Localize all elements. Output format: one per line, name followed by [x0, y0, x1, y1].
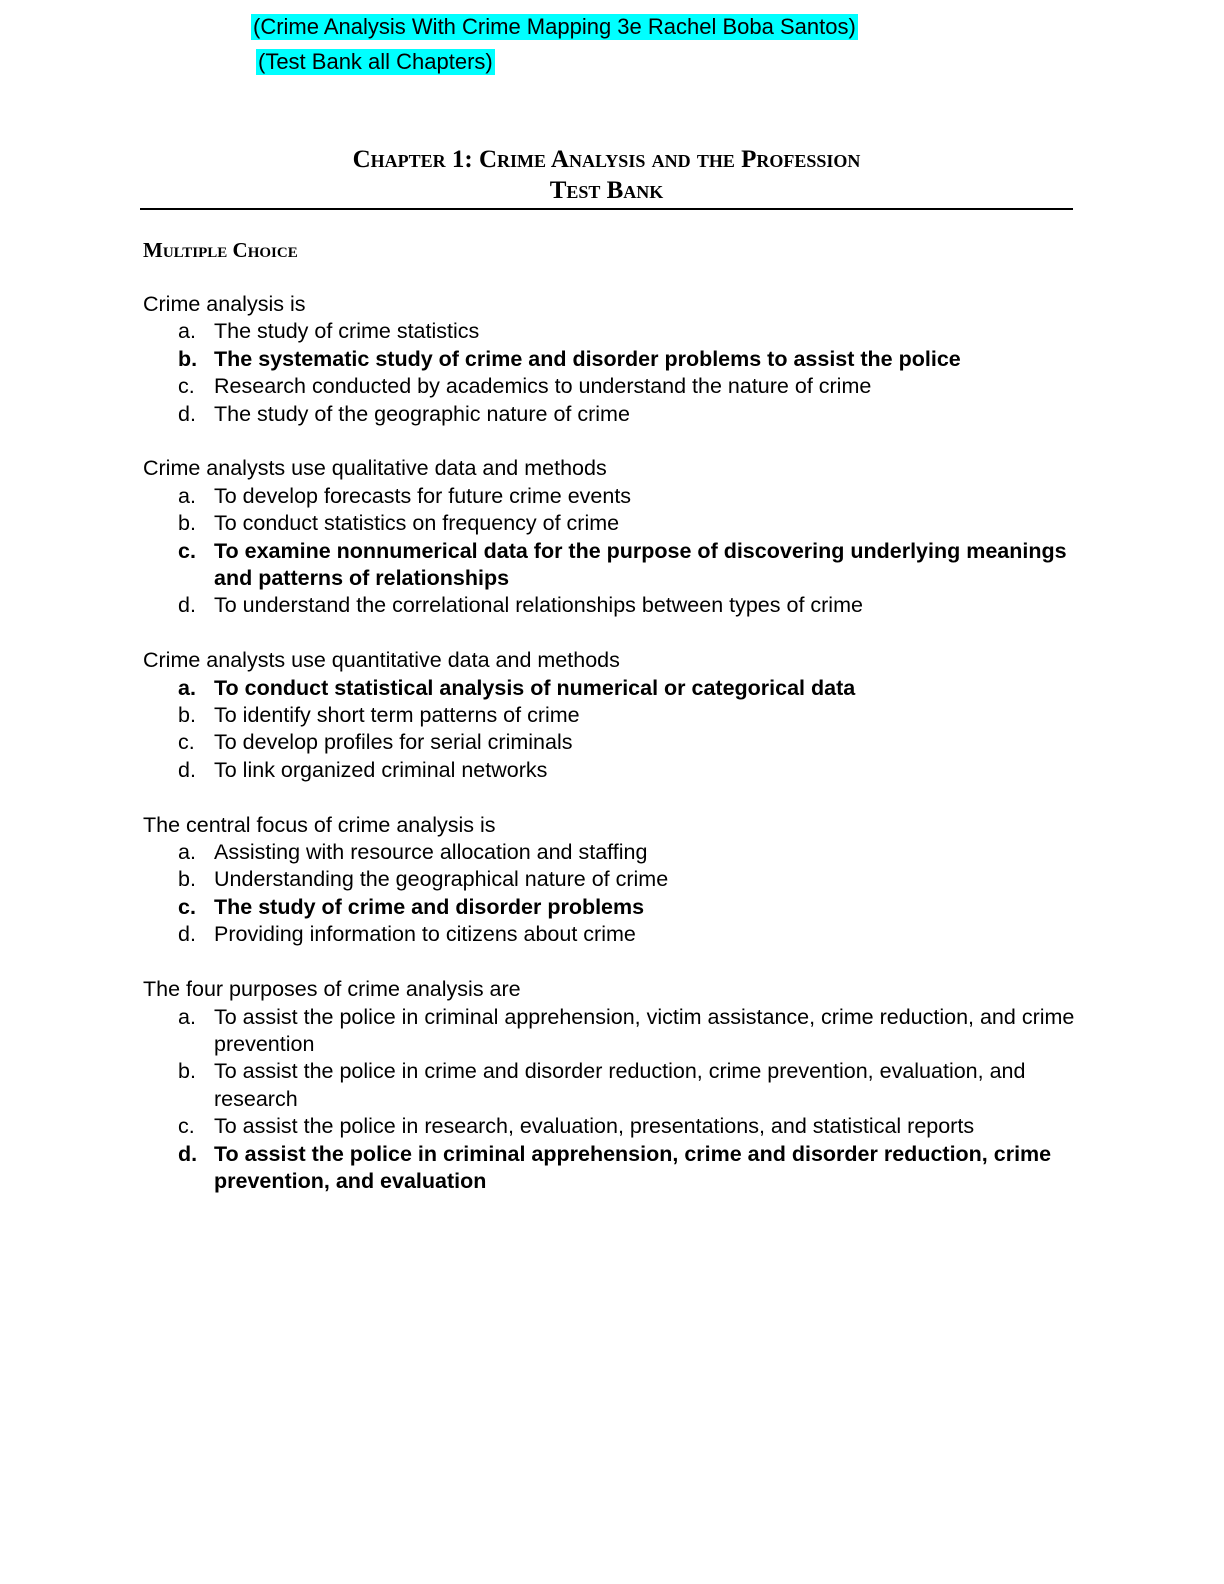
option-letter: b.: [178, 511, 196, 536]
option-letter: d.: [178, 757, 196, 782]
option-letter: b.: [178, 1059, 196, 1084]
option-item: [143, 592, 1083, 619]
option-letter: d.: [178, 1141, 198, 1166]
option-text: To link organized criminal networks: [214, 757, 548, 782]
option-text: The study of the geographic nature of crime: [214, 401, 630, 426]
question: [143, 812, 1083, 949]
title-divider: [140, 208, 1073, 210]
option-letter: c.: [178, 374, 195, 399]
option-text: To assist the police in criminal apprehension, victim assistance, crime reduction, and crime prevention: [214, 1004, 1075, 1056]
option-list: [143, 1004, 1083, 1196]
question: [143, 647, 1083, 784]
option-text: Research conducted by academics to understand the nature of crime: [214, 374, 872, 399]
header-highlight-line-1: (Crime Analysis With Crime Mapping 3e Rachel Boba Santos): [253, 14, 856, 39]
option-text: To conduct statistics on frequency of crime: [214, 511, 620, 536]
option-text: Providing information to citizens about crime: [214, 922, 636, 947]
option-item: [143, 675, 1083, 702]
question-stem: Crime analysts use qualitative data and methods: [143, 456, 607, 481]
option-text: Understanding the geographical nature of crime: [214, 867, 669, 892]
option-text: The study of crime and disorder problems: [214, 894, 645, 919]
option-item: [143, 894, 1083, 921]
option-item: [143, 318, 1083, 345]
option-list: [143, 318, 1083, 428]
option-letter: a.: [178, 675, 196, 700]
header-highlight-line-2: (Test Bank all Chapters): [258, 49, 493, 74]
question-stem: The four purposes of crime analysis are: [143, 977, 521, 1002]
option-item: [143, 1058, 1083, 1113]
option-item: [143, 921, 1083, 948]
option-item: [143, 1141, 1083, 1196]
option-letter: d.: [178, 593, 196, 618]
option-text: To assist the police in criminal apprehension, crime and disorder reduction, crime prevention, and evaluation: [214, 1141, 1052, 1193]
option-item: [143, 346, 1083, 373]
option-item: [143, 373, 1083, 400]
option-item: [143, 510, 1083, 537]
option-text: To assist the police in research, evaluation, presentations, and statistical reports: [214, 1114, 975, 1139]
option-item: [143, 839, 1083, 866]
option-list: [143, 483, 1083, 620]
question-stem: Crime analysis is: [143, 292, 306, 316]
question: [143, 976, 1083, 1195]
option-letter: b.: [178, 867, 196, 892]
option-letter: a.: [178, 483, 196, 508]
option-text: The systematic study of crime and disorder problems to assist the police: [214, 346, 961, 371]
option-letter: a.: [178, 319, 196, 344]
option-item: [143, 729, 1083, 756]
question: [143, 455, 1083, 619]
question-stem: The central focus of crime analysis is: [143, 812, 496, 837]
option-list: [143, 839, 1083, 949]
option-text: To examine nonnumerical data for the purpose of discovering underlying meanings and patterns of relationships: [214, 538, 1067, 591]
option-letter: c.: [178, 1114, 195, 1139]
section-heading: Multiple Choice: [143, 238, 298, 262]
chapter-title: Chapter 1: Crime Analysis and the Profession: [352, 146, 861, 173]
option-text: To conduct statistical analysis of numerical or categorical data: [214, 675, 856, 700]
option-item: [143, 757, 1083, 784]
option-item: [143, 866, 1083, 893]
option-text: To identify short term patterns of crime: [214, 703, 580, 728]
option-list: [143, 675, 1083, 785]
question-stem: Crime analysts use quantitative data and methods: [143, 648, 620, 673]
option-letter: c.: [178, 894, 196, 919]
option-text: The study of crime statistics: [214, 319, 480, 344]
option-item: [143, 702, 1083, 729]
option-text: To assist the police in crime and disorder reduction, crime prevention, evaluation, and research: [214, 1059, 1026, 1111]
option-item: [143, 538, 1083, 593]
option-text: Assisting with resource allocation and staffing: [214, 840, 648, 865]
option-text: To understand the correlational relationships between types of crime: [214, 593, 863, 618]
option-letter: b.: [178, 346, 198, 371]
option-letter: a.: [178, 1004, 196, 1029]
option-item: [143, 1113, 1083, 1140]
option-letter: a.: [178, 840, 196, 865]
option-letter: b.: [178, 703, 196, 728]
option-item: [143, 401, 1083, 428]
option-letter: d.: [178, 401, 196, 426]
option-letter: d.: [178, 922, 196, 947]
option-item: [143, 483, 1083, 510]
option-text: To develop profiles for serial criminals: [214, 730, 573, 755]
option-text: To develop forecasts for future crime events: [214, 483, 632, 508]
option-letter: c.: [178, 538, 196, 563]
chapter-subtitle: Test Bank: [549, 177, 664, 204]
question-list: [143, 291, 1083, 1223]
option-item: [143, 1004, 1083, 1059]
option-letter: c.: [178, 730, 195, 755]
question: [143, 291, 1083, 428]
